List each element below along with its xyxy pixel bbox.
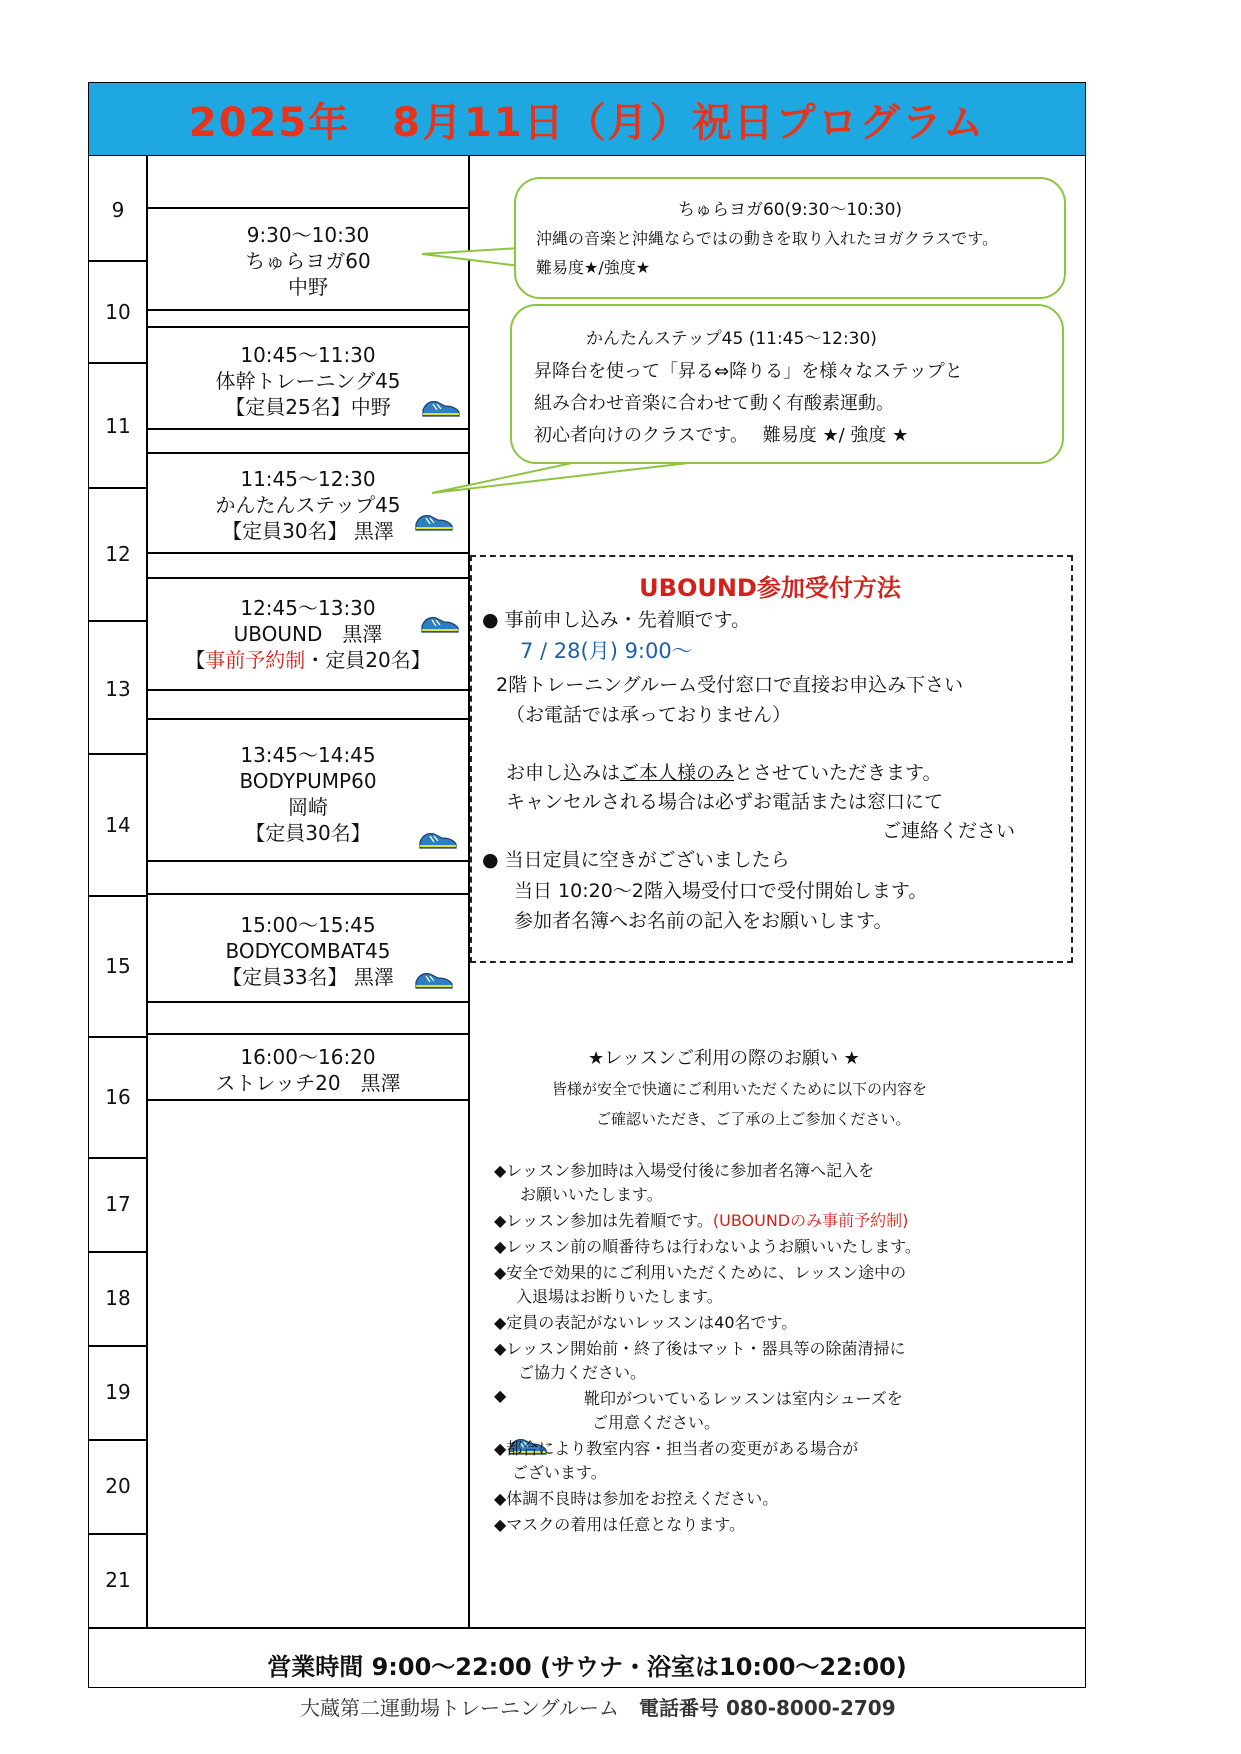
slot-divider [146,452,469,454]
class-block-stretch [148,1044,468,1096]
hour-divider [89,1036,147,1038]
ubound-line: ● 当日定員に空きがございましたら [482,849,790,871]
class-name: ちゅらヨガ60 [245,249,371,273]
note-item: ◆レッスン開始前・終了後はマット・器具等の除菌清掃に [494,1339,906,1358]
class-info: 岡崎 [288,795,328,819]
slot-divider [146,309,469,311]
bubble-title: かんたんステップ45 (11:45〜12:30) [586,329,877,349]
facility-name: 大蔵第二運動場トレーニングルーム [300,1696,639,1720]
shoe-icon [420,612,460,636]
note-item: ◆体調不良時は参加をお控えください。 [494,1489,779,1508]
note-item: ◆レッスン参加時は入場受付後に参加者名簿へ記入を [494,1161,875,1180]
hour-label: 12 [105,542,131,566]
ubound-line: お申し込みはご本人様のみとさせていただきます。 [506,762,942,784]
hour-label: 17 [105,1192,131,1216]
slot-divider [146,1099,469,1101]
note-item: ◆都合により教室内容・担当者の変更がある場合が [494,1439,859,1458]
ubound-line: （お電話では承っておりません） [506,704,792,726]
hour-label: 11 [105,414,131,438]
bubble-tail [430,455,760,515]
class-name: BODYCOMBAT45 [225,939,391,963]
note-item: ◆安全で効果的にご利用いただくために、レッスン途中の [494,1263,907,1282]
easy-step-description-bubble [510,304,1064,464]
bubble-line: 組み合わせ音楽に合わせて動く有酸素運動。 [534,393,894,414]
shoe-icon [414,968,454,992]
hour-divider [89,362,147,364]
notes-intro: ご確認いただき、ご了承の上ご参加ください。 [596,1110,911,1128]
ubound-date: 7 / 28(月) 9:00〜 [520,639,693,663]
class-info: 【定員25名】中野 [225,395,391,419]
hour-label: 9 [111,198,125,222]
slot-divider [146,207,469,209]
slot-divider [146,893,469,895]
title-bar [89,83,1085,156]
notes-intro: 皆様が安全で快適にご利用いただくために以下の内容を [552,1080,928,1098]
hour-label: 21 [105,1568,131,1592]
class-time: 15:00〜15:45 [240,913,376,937]
class-time: 13:45〜14:45 [240,743,376,767]
reservation-note: 事前予約制 [205,648,306,672]
class-name: かんたんステップ45 [215,493,401,517]
hour-label: 13 [105,677,131,701]
shoe-icon [418,828,458,852]
class-info: 【事前予約制・定員20名】 [185,648,431,672]
ubound-line: 当日 10:20〜2階入場受付口で受付開始します。 [514,880,928,902]
slot-divider [146,1033,469,1035]
note-item: ◆レッスン前の順番待ちは行わないようお願いいたします。 [494,1237,921,1256]
slot-divider [146,552,469,554]
bubble-line: 初心者向けのクラスです。 難易度 ★/ 強度 ★ [534,425,909,446]
ubound-line: ● 事前申し込み・先着順です。 [482,609,751,631]
business-hours: 営業時間 9:00〜22:00 (サウナ・浴室は10:00〜22:00) [267,1652,907,1681]
note-item-bullet: ◆ [494,1386,507,1405]
slot-divider [146,577,469,579]
class-capacity: 【定員30名】 [245,821,371,845]
class-time: 12:45〜13:30 [240,596,376,620]
ubound-line: 参加者名簿へお名前の記入をお願いします。 [514,910,893,932]
hour-divider [89,753,147,755]
slot-divider [146,326,469,328]
note-item: ◆レッスン参加は先着順です。(UBOUNDのみ事前予約制) [494,1211,909,1230]
slot-divider [146,428,469,430]
hour-divider [89,1251,147,1253]
hour-label: 20 [105,1474,131,1498]
ubound-line: ご連絡ください [882,820,1016,842]
class-block-core-training [148,342,468,420]
slot-divider [146,860,469,862]
page-title: 2025年 8月11日（月）祝日プログラム [188,99,986,146]
note-item: 入退場はお断りいたします。 [516,1287,723,1306]
reservation-note: (UBOUNDのみ事前予約制) [712,1211,909,1230]
footer-divider [89,1627,1085,1629]
hour-divider [89,1533,147,1535]
slot-divider [146,1001,469,1003]
hour-label: 19 [105,1380,131,1404]
class-time: 10:45〜11:30 [240,343,376,367]
note-item: ◆マスクの着用は任意となります。 [494,1515,746,1534]
hour-label: 14 [105,813,131,837]
churayoga-description-bubble [514,177,1066,299]
class-name: BODYPUMP60 [239,769,377,793]
class-info: 【定員33名】 黒澤 [222,965,394,989]
class-name: UBOUND 黒澤 [233,622,383,646]
phone-number: 電話番号 080-8000-2709 [639,1696,896,1720]
hour-label: 18 [105,1286,131,1310]
note-item: ◆定員の表記がないレッスンは40名です。 [494,1313,798,1332]
hour-divider [89,1345,147,1347]
class-info: 中野 [288,275,328,299]
hour-label: 15 [105,954,131,978]
hour-divider [89,895,147,897]
notes-title: ★レッスンご利用の際のお願い ★ [588,1048,860,1069]
ubound-line: キャンセルされる場合は必ずお電話または窓口にて [506,791,944,813]
hour-divider [89,487,147,489]
hour-label: 10 [105,300,131,324]
note-item: ご協力ください。 [518,1363,647,1382]
bubble-line: 昇降台を使って「昇る⇔降りる」を様々なステップと [534,361,963,382]
class-name: ストレッチ20 黒澤 [215,1071,401,1095]
note-item: ご用意ください。 [592,1413,721,1432]
note-item: お願いいたします。 [520,1185,663,1204]
bubble-line: 沖縄の音楽と沖縄ならではの動きを取り入れたヨガクラスです。 [536,229,999,248]
ubound-emphasis: ご本人様のみ [620,762,735,784]
ubound-line: 2階トレーニングルーム受付窓口で直接お申込み下さい [496,674,964,696]
slot-divider [146,718,469,720]
bubble-line: 難易度★/強度★ [536,258,651,277]
class-info: 【定員30名】 黒澤 [222,519,394,543]
facility-contact [300,1692,1100,1721]
class-time: 16:00〜16:20 [240,1045,376,1069]
class-time: 11:45〜12:30 [240,467,376,491]
shoe-icon [421,396,461,420]
note-item: 靴印がついているレッスンは室内シューズを [584,1389,903,1408]
hour-divider [89,620,147,622]
hour-divider [89,1439,147,1441]
hour-divider [89,1157,147,1159]
hour-label: 16 [105,1085,131,1109]
ubound-title: UBOUND参加受付方法 [639,574,901,602]
class-name: 体幹トレーニング45 [215,369,401,393]
class-time: 9:30〜10:30 [246,223,370,247]
hour-divider [89,260,147,262]
note-item: ございます。 [512,1463,607,1482]
bubble-title: ちゅらヨガ60(9:30〜10:30) [677,200,903,220]
slot-divider [146,689,469,691]
